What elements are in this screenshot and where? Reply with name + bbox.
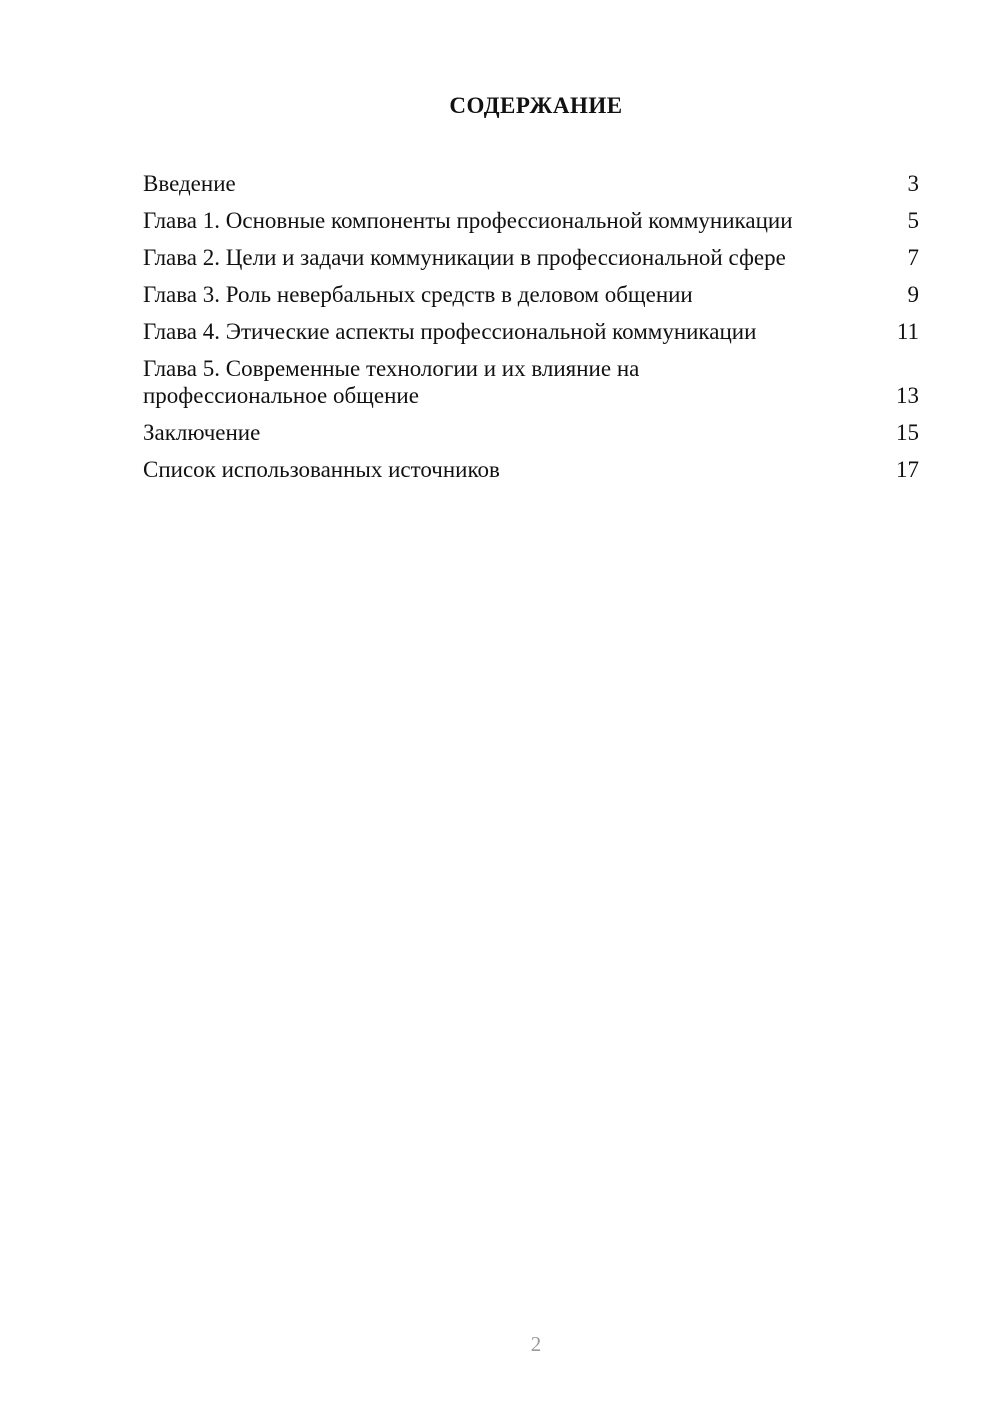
toc-entry-conclusion <box>143 419 919 446</box>
toc-entry-page: 15 <box>896 420 919 445</box>
toc-entry-chapter-5 <box>143 355 919 409</box>
toc-title: СОДЕРЖАНИЕ <box>449 93 623 118</box>
toc-entry-text: Глава 5. Современные технологии и их влияние на профессиональное общение <box>143 356 640 408</box>
toc-entry-introduction <box>143 170 919 197</box>
toc-entry-page: 13 <box>896 383 919 408</box>
toc-entry-page: 7 <box>907 245 919 270</box>
toc-entry-text: Список использованных источников <box>143 457 500 482</box>
toc-entry-text: Заключение <box>143 420 261 445</box>
toc-entry-text: Глава 3. Роль невербальных средств в деловом общении <box>143 282 693 307</box>
toc-entry-chapter-4 <box>143 318 919 345</box>
toc-entry-page: 3 <box>907 171 919 196</box>
toc-entry-chapter-1 <box>143 207 919 234</box>
table-of-contents <box>143 170 919 493</box>
toc-entry-references <box>143 456 919 483</box>
toc-entry-page: 5 <box>907 208 919 233</box>
toc-entry-page: 17 <box>896 457 919 482</box>
toc-entry-chapter-2 <box>143 244 919 271</box>
toc-entry-page: 11 <box>896 319 919 344</box>
toc-entry-page: 9 <box>907 282 919 307</box>
page-number: 2 <box>530 1332 542 1356</box>
toc-entry-text: Глава 2. Цели и задачи коммуникации в профессиональной сфере <box>143 245 786 270</box>
toc-entry-text: Введение <box>143 171 236 196</box>
toc-entry-text: Глава 1. Основные компоненты профессиональной коммуникации <box>143 208 793 233</box>
toc-entry-text: Глава 4. Этические аспекты профессиональной коммуникации <box>143 319 757 344</box>
toc-entry-chapter-3 <box>143 281 919 308</box>
